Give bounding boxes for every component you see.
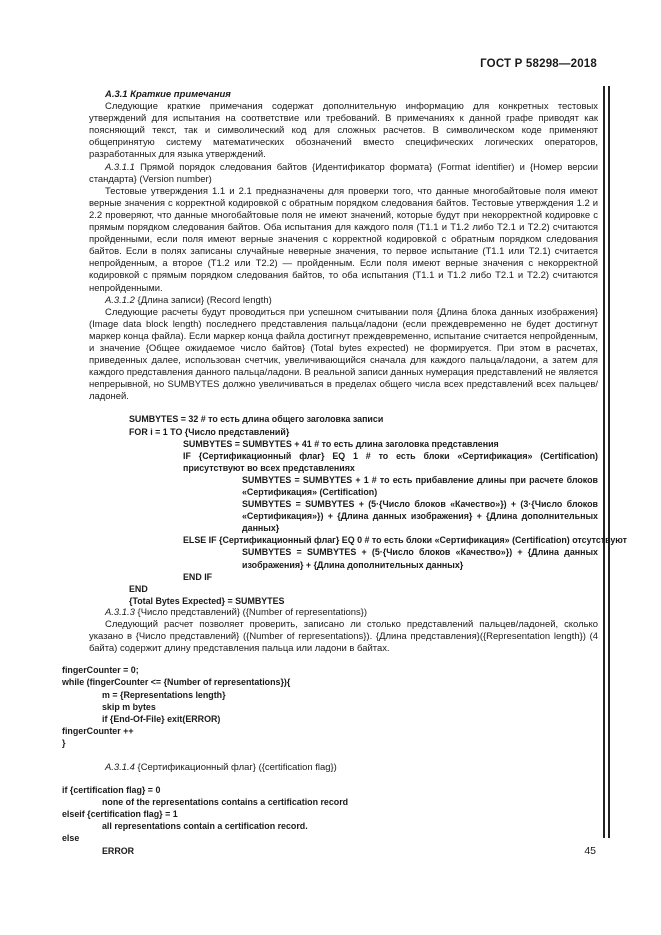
code-line: SUMBYTES = SUMBYTES + 1 # то есть прибавление длины при расчете блоков «Сертификация» (Certification) (242, 474, 598, 497)
subsection-2-title: {Длина записи} (Record length) (137, 294, 272, 306)
code-line: none of the representations contains a certification record (102, 797, 349, 808)
representations-code (62, 664, 598, 749)
code-line: END (129, 583, 148, 594)
section-heading: A.3.1 Краткие примечания (105, 89, 231, 100)
subsection-1-body: Тестовые утверждения 1.1 и 2.1 предназначены для проверки того, что данные многобайтовые поля имеют верные значения с корректной кодировкой с обратным порядком следования байтов. Тестовые утверждения 1.2 и 2.2 проверяют, что данные многобайтовые поля не имеют значений, которые будут при некорректной кодировке с прямым порядком следования байтов. Оба испытания для каждого поля (T1.1 и T1.2 либо T2.1 и T2.2) считаются пройденными, если поля имеют верные значения с корректной кодировкой с обратным порядком следования байтов. Если в полях записаны случайные неверные значения, то первое испытание (T1.1 или T2.1) считается непройденным, а второе (T1.2 или T2.2) — пройденным. Если поля имеют верные значения с некорректной кодировкой с прямым порядком следования байтов, то оба испытания (T1.1 и T1.2 либо T2.1 и T2.2) считаются непройденными. (89, 185, 598, 294)
subsection-3-title: {Число представлений} ({Number of representations}) (137, 606, 367, 618)
code-line: SUMBYTES = SUMBYTES + 41 # то есть длина заголовка представления (183, 438, 499, 449)
subsection-1-number: A.3.1.1 (105, 161, 135, 173)
code-line: {Total Bytes Expected} = SUMBYTES (129, 595, 285, 606)
code-line: skip m bytes (102, 701, 156, 712)
code-line: fingerCounter = 0; (62, 665, 139, 676)
certification-flag-code (62, 784, 598, 857)
code-line: ERROR (102, 845, 135, 856)
subsection-4-heading (89, 762, 598, 774)
document-id: ГОСТ Р 58298—2018 (480, 58, 597, 70)
code-line: while (fingerCounter <= {Number of representations}){ (62, 677, 291, 688)
subsection-2-number: A.3.1.2 (105, 294, 135, 306)
code-line: ELSE IF {Сертификационный флаг} EQ 0 # то есть блоки «Сертификация» (Certification) отсутствуют (183, 535, 628, 546)
code-line: m = {Representations length} (102, 689, 226, 700)
page-number: 45 (584, 845, 596, 857)
subsection-3-number: A.3.1.3 (105, 606, 135, 618)
subsection-3-body: Следующий расчет позволяет проверить, записано ли столько представлений пальцев/ладоней, сколько указано в {Число представлений} ({Number of representations}). {Длина представления}({Representation length}) (4 байта) содержит длину представления пальца или ладони в байтах. (89, 619, 598, 655)
page-content (62, 89, 628, 857)
code-line: SUMBYTES = 32 # то есть длина общего заголовка записи (129, 414, 384, 425)
margin-bar-left (603, 86, 605, 838)
subsection-2-heading (89, 295, 598, 307)
record-length-code (89, 413, 628, 607)
code-line: SUMBYTES = SUMBYTES + (5·{Число блоков «Качество»}) + {Длина данных изображения} + {Длина дополнительных данных} (242, 547, 598, 570)
subsection-1-title: Прямой порядок следования байтов {Идентификатор формата} (Format identifier) и {Номер версии стандарта} (Version number) (89, 161, 598, 185)
subsection-2-body: Следующие расчеты будут проводиться при успешном считывании поля {Длина блока данных изображения} (Image data block length) последнего представления пальца/ладони (если преждевременно не будет достигнут маркер конца файла). Если маркер конца файла достигнут преждевременно, испытание считается непройденным, и значение {Общее ожидаемое число байтов} (Total bytes expected) не формируется. При этом в расчетах, приведенных далее, использован счетчик, увеличивающийся сначала для каждого пальца/ладони, а затем для каждого представления данного пальца/ладони. В реальной записи данных нумерация представлений не является непрерывной, но SUMBYTES должно увеличиваться в пределах общего числа всех представлений всех пальцев/ладоней. (89, 306, 598, 403)
code-line: } (62, 737, 66, 748)
code-line: END IF (183, 571, 213, 582)
code-line-text: IF {Сертификационный флаг} EQ 1 # то есть блоки «Сертификация» (Certification) присутствуют во всех представлениях (183, 450, 598, 473)
subsection-3-heading (89, 607, 598, 619)
code-line: if {certification flag} = 0 (62, 785, 161, 796)
code-line: SUMBYTES = SUMBYTES + (5·{Число блоков «Качество»}) + (3·{Число блоков «Сертификация»}) + {Длина данных изображения} + {Длина дополнительных данных} (242, 499, 598, 534)
code-line: elseif {certification flag} = 1 (62, 809, 178, 820)
subsection-1-heading (89, 162, 598, 186)
code-line: if {End-Of-File} exit(ERROR) (102, 713, 221, 724)
code-line: FOR i = 1 TO {Число представлений} (129, 426, 290, 437)
margin-bar-right (608, 86, 610, 838)
code-line (89, 450, 598, 474)
code-line: fingerCounter ++ (62, 725, 134, 736)
intro-paragraph: Следующие краткие примечания содержат дополнительную информацию для конкретных тестовых утверждений для испытания на соответствие или требований. В примечаниях к данной графе приводят как поясняющий текст, так и символический код для сложных расчетов. В символическом коде применяют общепринятую систему математических обозначений вместо специфических логических операторов, разработанных для языка утверждений. (89, 101, 598, 161)
subsection-4-title: {Сертификационный флаг} ({certification flag}) (137, 761, 337, 773)
code-line: all representations contain a certification record. (102, 821, 308, 832)
subsection-4-number: A.3.1.4 (105, 761, 135, 773)
code-line: else (62, 833, 80, 844)
